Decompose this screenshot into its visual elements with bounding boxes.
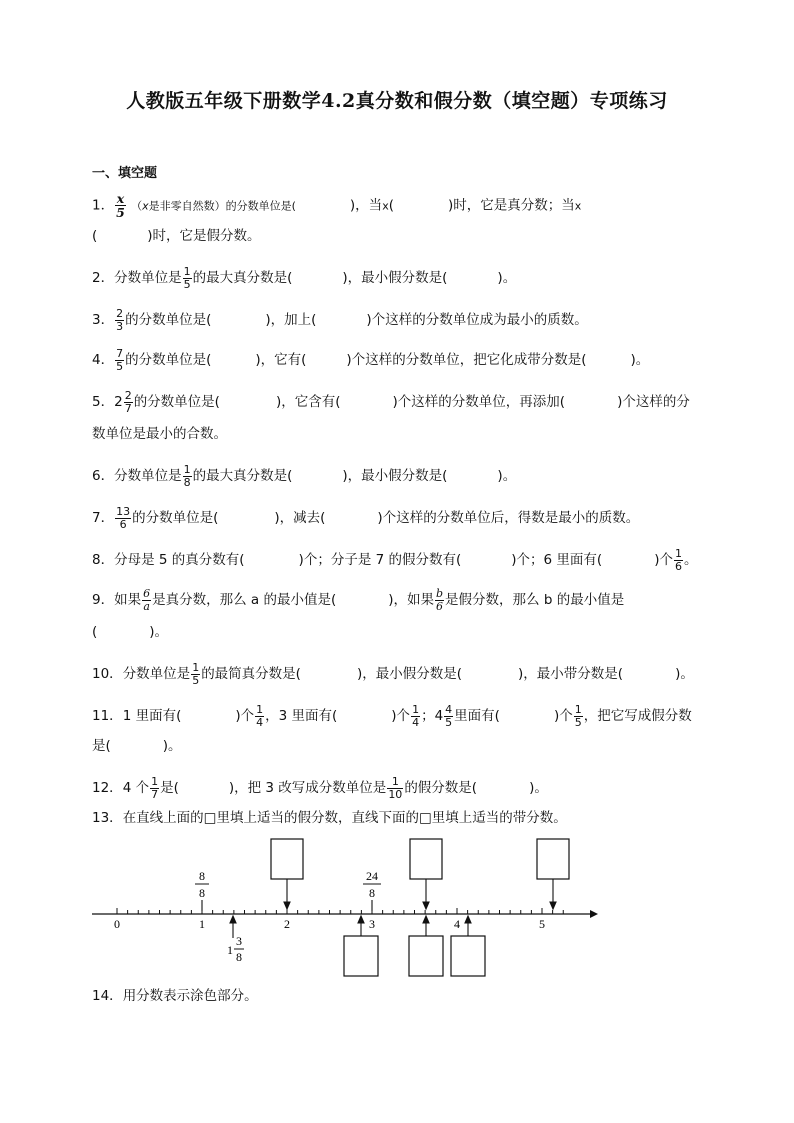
mixed-fraction-label-below [227,934,244,964]
answer-box[interactable] [410,839,442,879]
question-2: 2．分数单位是 $\frac{1}{5}$ 的最大真分数是( )，最小假分数是( )。 [92,265,517,291]
number-line-axis [92,908,598,931]
axis-arrowhead [590,910,598,918]
question-11-cont: 是( )。 [92,738,182,754]
svg-text:3: 3 [236,934,242,948]
answer-box[interactable] [537,839,569,879]
answer-box[interactable] [451,936,485,976]
page-title: 人教版五年级下册数学4.2真分数和假分数（填空题）专项练习 [126,90,668,112]
answer-boxes-below [344,936,485,976]
tick-label: 2 [284,917,290,931]
section-heading: 一、填空题 [92,166,158,181]
svg-text:8: 8 [369,886,375,900]
question-5-cont: 数单位是最小的合数。 [92,426,227,442]
answer-box[interactable] [409,936,443,976]
fraction: $\frac{x}{5}$ [116,191,125,221]
svg-text:8: 8 [199,869,205,883]
question-7: 7． $\frac{13}{6}$ 的分数单位是( )，减去( )个这样的分数单位后，得数是最小的质数。 [92,505,640,531]
question-10: 10．分数单位是 $\frac{1}{5}$ 的最简真分数是( )，最小假分数是( )，最小带分数是( )。 [92,661,694,687]
number-line-figure [0,830,794,980]
question-13: 13．在直线上面的□里填上适当的假分数，直线下面的□里填上适当的带分数。 [92,810,567,826]
answer-box[interactable] [271,839,303,879]
tick-label: 5 [539,917,545,931]
question-3: 3． $\frac{2}{3}$ 的分数单位是( )，加上( )个这样的分数单位成为最小的质数。 [92,307,588,333]
question-9: 9．如果 $\frac{6}{a}$ 是真分数，那么 a 的最小值是( )，如果 $\frac{b}{6}$ 是假分数，那么 b 的最小值是 [92,587,625,613]
svg-text:8: 8 [236,950,242,964]
question-1-cont: ( )时，它是假分数。 [92,228,261,244]
tick-label: 4 [454,917,460,931]
svg-text:8: 8 [199,886,205,900]
question-4: 4． $\frac{7}{5}$ 的分数单位是( )，它有( )个这样的分数单位，把它化成带分数是( )。 [92,347,650,373]
answer-box[interactable] [344,936,378,976]
question-1: 1． $\frac{x}{5}$ （x是非零自然数）的分数单位是( )，当x( )时，它是真分数；当x [92,191,582,221]
svg-text:24: 24 [366,869,378,883]
svg-text:1: 1 [227,943,233,957]
question-5: 5．2 $\frac{2}{7}$ 的分数单位是( )，它含有( )个这样的分数单位，再添加( )个这样的分 [92,389,690,415]
fraction-label-above-2 [363,869,381,900]
fraction-label-above-1 [195,869,209,900]
tick-label: 3 [369,917,375,931]
question-9-cont: ( )。 [92,624,169,640]
question-8: 8．分母是 5 的真分数有( )个；分子是 7 的假分数有( )个；6 里面有( )个 $\frac{1}{6}$ 。 [92,547,698,573]
pointer-arrows [202,879,556,938]
tick-label: 0 [114,917,120,931]
question-11: 11．1 里面有( )个 $\frac{1}{4}$ ，3 里面有( )个 $\frac{1}{4}$ ；4 $\frac{4}{5}$ 里面有( )个 $\frac{1}{5}$ ，把它写成假分数 [92,703,692,729]
answer-boxes-above [271,839,569,879]
question-14: 14．用分数表示涂色部分。 [92,988,258,1004]
question-6: 6．分数单位是 $\frac{1}{8}$ 的最大真分数是( )，最小假分数是( )。 [92,463,517,489]
question-12: 12．4 个 $\frac{1}{7}$ 是( )，把 3 改写成分数单位是 $\frac{1}{10}$ 的假分数是( )。 [92,775,548,801]
tick-label: 1 [199,917,205,931]
